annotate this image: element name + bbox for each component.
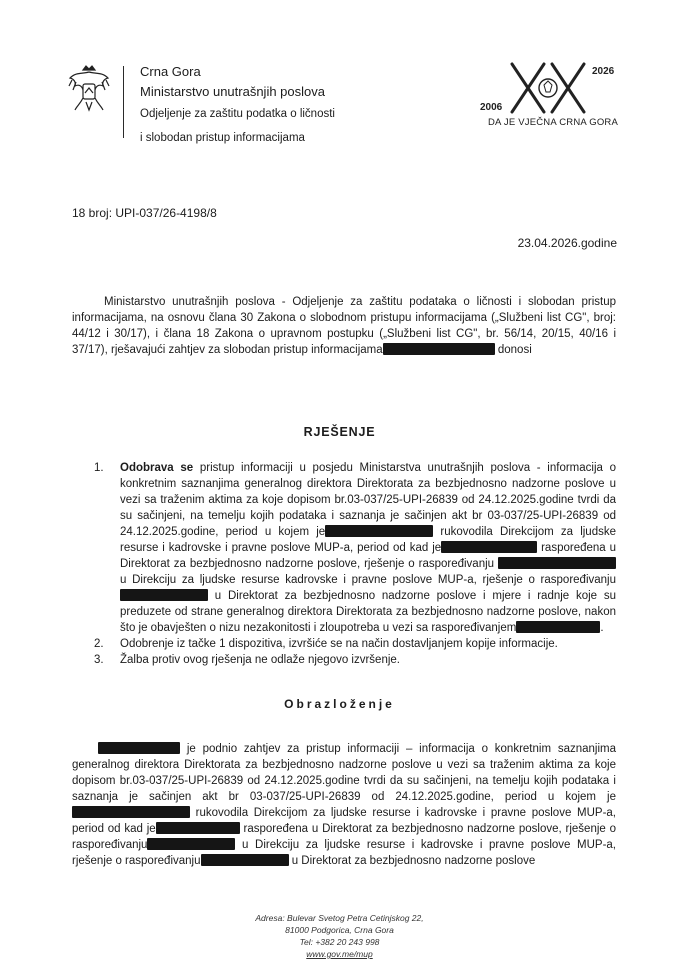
footer-website-link[interactable]: www.gov.me/mup [306,949,373,959]
reference-number: 18 broj: UPI-037/26-4198/8 [72,206,217,220]
intro-paragraph [72,294,616,358]
redaction [72,806,190,818]
item-text: rukovodila Direkcijom za ljudske resurse i kadrovske i pravne poslove MUP-a, period od kad je [120,526,616,554]
reasoning-text: je podnio zahtjev za pristup informaciji – informacija o konkretnim saznanjima generalnog direktora Direktorata za bezbjednosno nadzorne poslove u vezi sa traženim aktima za koje dopisom br.03-037/25-UPI-26839 od 24.12.2025.godine tvrdi da su sačinjeni, na temelju kojih podataka i saznanja je sačinjen akt br 03-037/25-UPI-26839 od 24.12.2025.godine, period u kojem je [72,743,616,803]
header-country: Crna Gora [140,64,201,79]
decision-list [94,460,616,668]
reasoning-title: Obrazloženje [284,697,395,711]
item-text: Žalba protiv ovog rješenja ne odlaže njegovo izvršenje. [120,654,400,666]
header-divider [123,66,124,138]
redaction [147,838,235,850]
footer-phone: Tel: +382 20 243 998 [299,937,380,947]
item-text: Odobrenje iz tačke 1 dispozitiva, izvršiće se na način dostavljanjem kopije informacije. [120,638,558,650]
footer-address: Adresa: Bulevar Svetog Petra Cetinjskog 22, [255,913,424,923]
reasoning-text: raspoređena u Direktorat za bezbjednosno nadzorne poslove, rješenje o raspoređivanju [72,823,616,851]
footer-city: 81000 Podgorica, Crna Gora [285,925,394,935]
list-item [94,636,616,652]
redaction [516,621,600,633]
item-number: 3. [94,654,104,666]
redaction [325,525,433,537]
redaction [120,589,208,601]
item-text: pristup informaciji u posjedu Ministarstva unutrašnjih poslova - informacija o konkretnim saznanjima generalnog direktora Direktorata za bezbjednosno nadzorne poslove u vezi sa traženim aktima za koje dopisom br.03-037/25-UPI-26839 od 24.12.2025.godine tvrdi da su sačinjeni, na temelju kojih podataka i saznanja je sačinjen akt br 03-037/25-UPI-26839 od 24.12.2025.godine, period u kojem je [120,462,616,538]
logo-year-right: 2026 [592,66,615,77]
header-department-line1: Odjeljenje za zaštitu podatka o ličnosti [140,108,335,120]
redaction [201,854,289,866]
redaction [441,541,537,553]
reasoning-text: u Direktorat za bezbjednosno nadzorne poslove [291,855,536,867]
logo-year-left: 2006 [480,102,503,113]
item-text: raspoređena u Direktorat za bezbjednosno nadzorne poslove, rješenje o raspoređivanju [120,542,616,570]
intro-ending: donosi [497,344,532,356]
list-item: 1. Odobrava se pristup informaciji u posjedu Ministarstva unutrašnjih poslova - informacija o konkretnim saznanjima generalnog direktora Direktorata za bezbjednosno nadzorne poslove u vezi sa traženim aktima za koje dopisom br.03-037/25-UPI-26839 od 24.12.2025.godine tvrdi da su sačinjeni, na temelju kojih podataka i saznanja je sačinjen akt br 03-037/25-UPI-26839 od 24.12.2025.godine, period u kojem je rukovodila Direkcijom za ljudske resurse i kadrovske i pravne poslove MUP-a, period od kad je raspoređena u Direktorat za bezbjednosno nadzorne poslove, rješenje o raspoređivanju u Direkciju za ljudske resurse kadrovske i pravne poslove MUP-a, rješenje o raspoređivanju u Direktorat za bezbjednosno nadzorne poslove i mjere i radnje koje su preduzete od strane generalnog direktora Direktorata za bezbjednosno nadzorne poslove, nakon što je obavješten o nizu nezakonitosti i zloupotreba u vezi sa raspoređivanjem . [94,462,616,634]
reasoning-text: u Direkciju za ljudske resurse i kadrovske i pravne poslove MUP-a, rješenje o raspoređivanju [72,839,616,867]
reasoning-paragraph [72,741,616,869]
coat-of-arms-icon [66,64,112,114]
header-department-line2: i slobodan pristup informacijama [140,132,305,144]
redaction [498,557,616,569]
redaction [156,822,240,834]
item-number: 1. [94,462,104,474]
intro-text: Ministarstvo unutrašnjih poslova - Odjeljenje za zaštitu podataka o ličnosti i slobodan pristup informacijama, na osnovu člana 30 Zakona o slobodnom pristupu informacijama („Službeni list CG", broj: 44/12 i 30/17), i člana 18 Zakona o upravnom postupku („Službeni list CG", br. 56/14, 20/15, 40/16 i 37/17), rješavajući zahtjev za slobodan pristup informacijama [72,296,616,356]
item-bold-lead: Odobrava se [120,462,194,474]
anniversary-logo [470,52,630,122]
item-text: u Direktorat za bezbjednosno nadzorne poslove i mjere i radnje koje su preduzete od strane generalnog direktora Direktorata za bezbjednosno nadzorne poslove, nakon što je obavješten o nizu nezakonitosti i zloupotreba u vezi sa raspoređivanjem [120,590,616,634]
header-ministry: Ministarstvo unutrašnjih poslova [140,84,325,99]
item-number: 2. [94,638,104,650]
decision-title: RJEŠENJE [303,425,376,439]
footer [0,912,679,960]
redaction [383,343,495,355]
logo-tagline: DA JE VJEČNA CRNA GORA [487,117,619,128]
list-item [94,652,616,668]
reasoning-text: rukovodila Direkcijom za ljudske resurse i kadrovske i pravne poslove MUP-a, period od kad je [72,807,616,835]
document-date: 23.04.2026.godine [517,236,617,250]
redaction [98,742,180,754]
item-text: u Direkciju za ljudske resurse kadrovske i pravne poslove MUP-a, rješenje o raspoređivanju [120,574,616,586]
